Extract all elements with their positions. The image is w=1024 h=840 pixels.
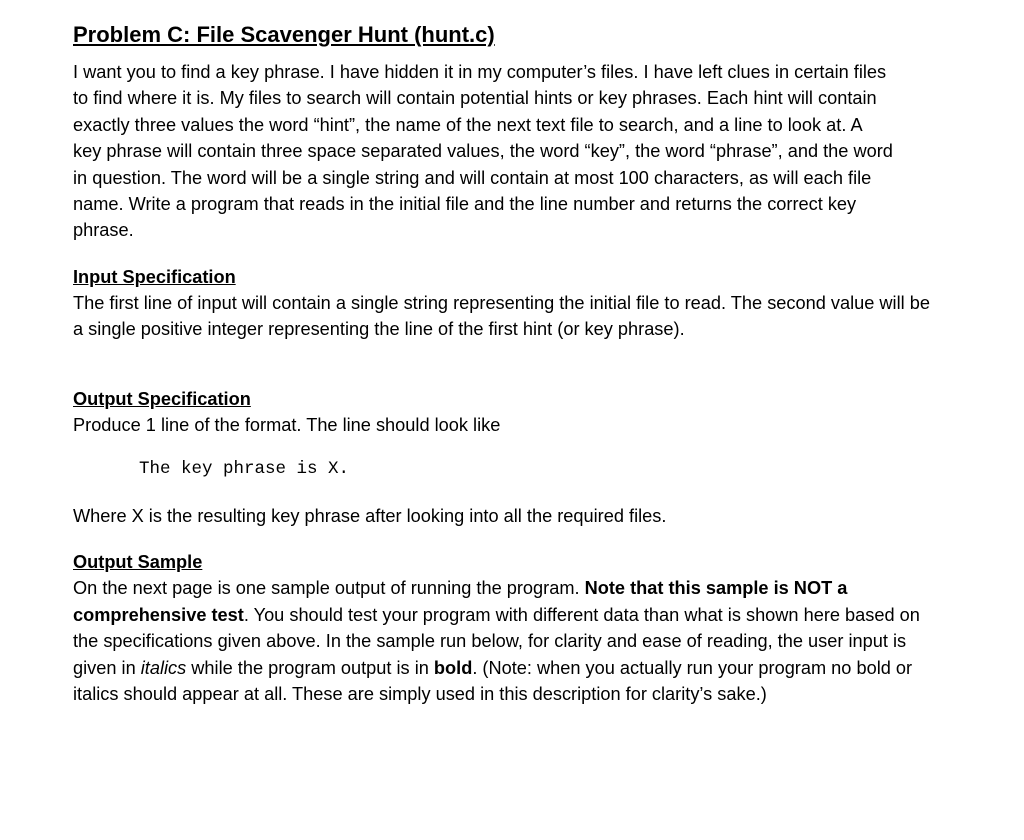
output-format-explanation: Where X is the resulting key phrase after looking into all the required files. <box>73 506 667 527</box>
output-sample-section <box>73 549 933 707</box>
output-specification-text: Produce 1 line of the format. The line should look like <box>73 414 501 435</box>
sample-text-part-3: while the program output is in <box>186 657 434 678</box>
input-specification-heading: Input Specification <box>73 266 236 287</box>
intro-paragraph: I want you to find a key phrase. I have hidden it in my computer’s files. I have left clues in certain files to find where it is. My files to search will contain potential hints or key phrases. Each hint will contain exactly three values the word “hint”, the name of the next text file to search, and a line to look at. A key phrase will contain three space separated values, the word “key”, the word “phrase”, and the word in question. The word will be a single string and will contain at most 100 characters, as will each file name. Write a program that reads in the initial file and the line number and returns the correct key phrase. <box>73 62 893 241</box>
sample-italic-word: italics <box>140 657 187 678</box>
sample-text-part-1: On the next page is one sample output of running the program. <box>73 578 585 599</box>
output-sample-text <box>73 575 923 707</box>
input-specification-section <box>73 264 933 343</box>
sample-text-part-4: . (Note: when you actually run your program no bold or italics should appear at all. These are simply used in this description for clarity’s sake.) <box>73 657 913 705</box>
output-specification-section <box>73 386 933 530</box>
output-sample-heading: Output Sample <box>73 552 203 573</box>
page-title: Problem C: File Scavenger Hunt (hunt.c) <box>73 22 495 47</box>
sample-text-part-2: . You should test your program with different data than what is shown here based on the specifications given above. In the sample run below, for clarity and ease of reading, the user input is given in <box>73 604 920 678</box>
output-format-code: The key phrase is X. <box>139 459 350 480</box>
sample-bold-note: Note that this sample is NOT a comprehensive test <box>73 578 848 625</box>
output-specification-heading: Output Specification <box>73 388 251 409</box>
sample-bold-word: bold <box>433 657 473 678</box>
input-specification-text: The first line of input will contain a single string representing the initial file to read. The second value will be a single positive integer representing the line of the first hint (or key phrase). <box>73 292 930 340</box>
